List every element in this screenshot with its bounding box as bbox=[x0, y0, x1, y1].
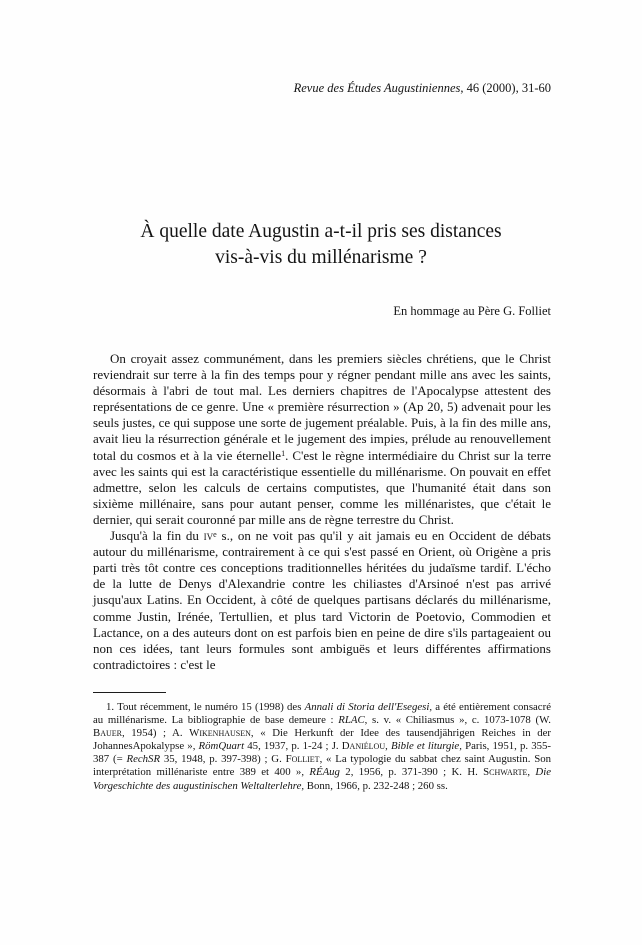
journal-reference: Revue des Études Augustiniennes, 46 (2000), 31-60 bbox=[293, 81, 551, 95]
article-title bbox=[0, 219, 642, 271]
body-paragraph-2: Jusqu'à la fin du $iv^e$ s., on ne voit pas qu'il y ait jamais eu en Occident de débats autour du millénarisme, contrairement à ce qui s'est passé en Orient, où Origène a pris parti très tôt contre ces conceptions traditionnelles héritées du judaïsme tardif. L'écho de la lutte de Denys d'Alexandrie contre les chiliastes d'Arsinoé n'est pas arrivé jusqu'aux Latins. En Occident, à côté de quelques partisans déclarés du millénarisme, comme Justin, Irénée, Tertullien, et plus tard Victorin de Poetovio, Commodien et Lactance, on a des auteurs dont on est parfois bien en peine de dire s'ils partageaient ou non ces idées, tant leurs formules sont ambiguës et leurs différentes affirmations contradictoires : c'est le bbox=[93, 528, 551, 672]
article-title-line-1: À quelle date Augustin a-t-il pris ses distances bbox=[140, 221, 502, 242]
body-paragraph-1: On croyait assez communément, dans les premiers siècles chrétiens, que le Christ reviendrait sur terre à la fin des temps pour y régner pendant mille ans avec les saints, désormais à l'abri de tout mal. Les derniers chapitres de l'Apocalypse attestent des représentations de ce genre. Une « première résurrection » (Ap 20, 5) advenait pour les seuls justes, ce qui suppose une sorte de jugement préalable. Puis, à la fin des mille ans, avait lieu la résurrection générale et le jugement des impies, prélude au renouvellement total du cosmos et à la vie éternelle$^1$. C'est le règne intermédiaire du Christ sur la terre avec les saints qui est la caractéristique essentielle du millénarisme. On pouvait en effet admettre, selon les calculs de certains computistes, que l'humanité était dans son sixième millénaire, sans pour autant penser, comme les millénaristes, que c'était le dernier, qui serait couronné par mille ans de règne terrestre du Christ. bbox=[93, 351, 552, 527]
dedication: En hommage au Père G. Folliet bbox=[393, 304, 551, 318]
article-body bbox=[93, 351, 551, 673]
footnote-separator-rule bbox=[93, 692, 166, 693]
article-title-line-2: vis-à-vis du millénarisme ? bbox=[215, 247, 427, 268]
footnote-area bbox=[93, 692, 551, 793]
footnote-1: 1. Tout récemment, le numéro 15 (1998) des Annali di Storia dell'Esegesi, a été entièrement consacré au millénarisme. La bibliographie de base demeure : RLAC, s. v. « Chiliasmus », c. 1073-1078 (W. Bauer, 1954) ; A. Wikenhausen, « Die Herkunft der Idee des tausendjährigen Reiches in der JohannesApokalypse », RömQuart 45, 1937, p. 1-24 ; J. Daniélou, Bible et liturgie, Paris, 1951, p. 355-387 (= RechSR 35, 1948, p. 397-398) ; G. Folliet, « La typologie du sabbat chez saint Augustin. Son interprétation millénariste entre 389 et 400 », RÉAug 2, 1956, p. 371-390 ; K. H. Schwarte, Die Vorgeschichte des augustinischen Weltalterlehre, Bonn, 1966, p. 232-248 ; 260 ss. bbox=[93, 701, 552, 792]
